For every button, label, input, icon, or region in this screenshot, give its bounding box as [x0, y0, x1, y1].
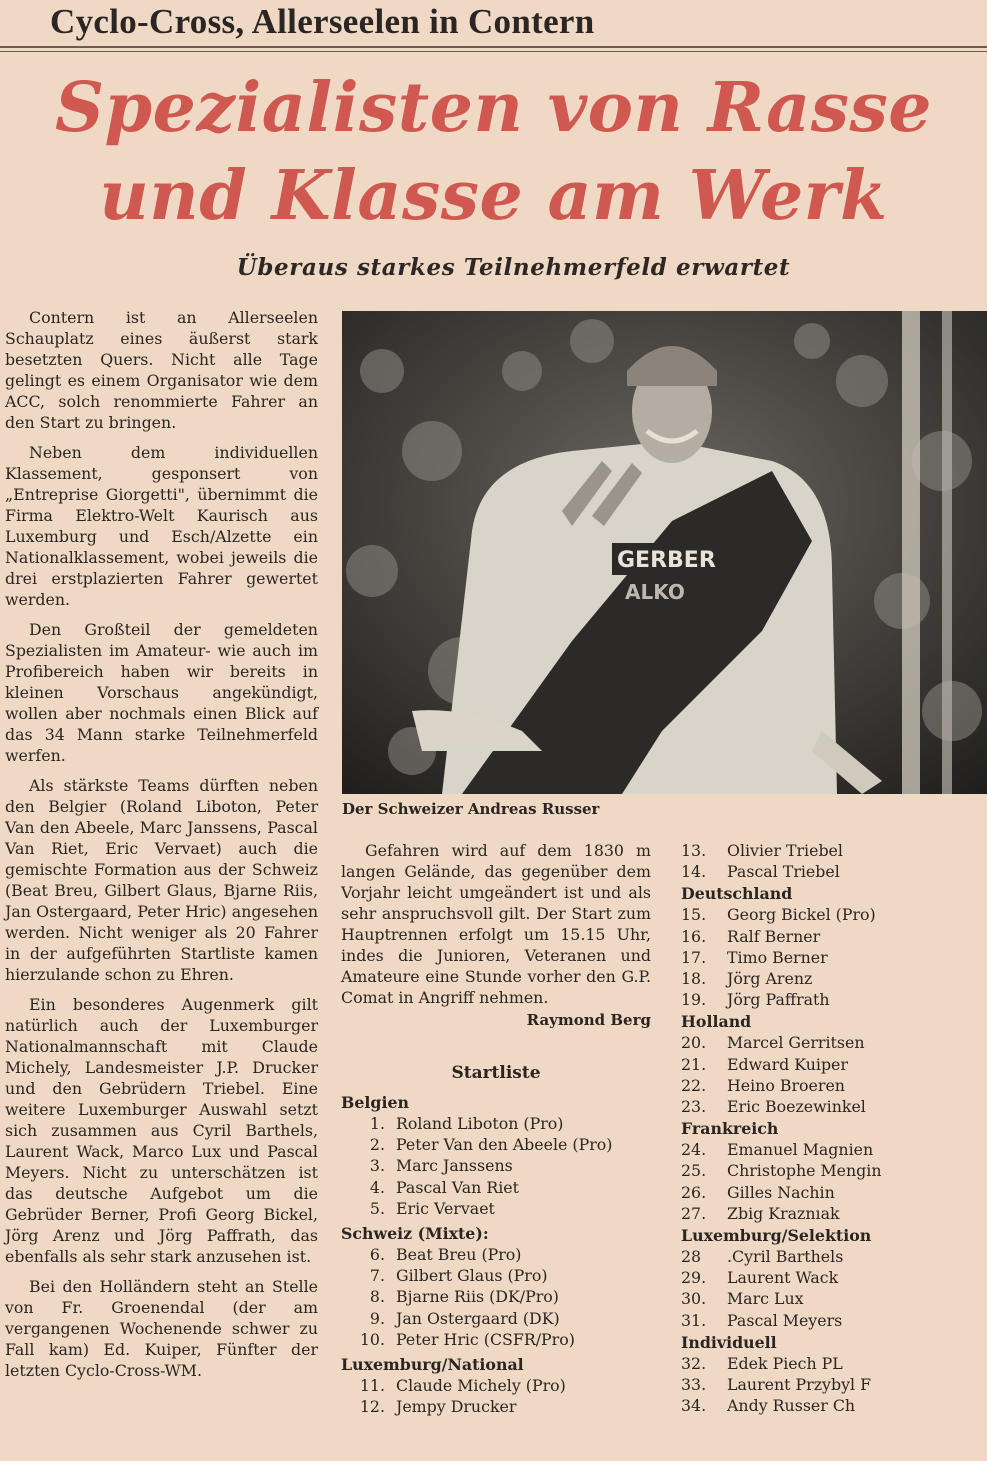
- body-paragraph: Ein besonderes Augenmerk gilt natürlich auch der Luxemburger Nationalmannschaft mit Claude Michely, Landesmeister J.P. Drucker und den Gebrüdern Triebel. Eine weitere Luxemburger Auswahl setzt sich zusammen aus Cyril Barthels, Laurent Wack, Marco Lux und Pascal Meyers. Nicht zu unterschätzen ist das deutsche Aufgebot um die Gebrüder Berner, Profi Georg Bickel, Jörg Arenz und Jörg Paffrath, das ebenfalls als sehr stark anzusehen ist.: [5, 995, 318, 1266]
- rider-photo-illustration: [342, 311, 987, 794]
- startliste-entry: [681, 1032, 981, 1053]
- entry-number: 25.: [681, 1161, 707, 1181]
- startliste-entry: [681, 1353, 981, 1374]
- startliste-entry: [681, 840, 981, 861]
- startliste-group-title: Deutschland: [681, 884, 793, 904]
- startliste-group-title: Schweiz (Mixte):: [341, 1224, 489, 1244]
- startliste-entry: [341, 1134, 651, 1155]
- startliste-entry: [341, 1155, 651, 1176]
- startliste-entry: [681, 1246, 981, 1267]
- entry-name: Jörg Arenz: [727, 969, 813, 989]
- startliste-entry: [681, 1310, 981, 1331]
- kicker-rule: [0, 46, 987, 48]
- entry-number: 1.: [369, 1114, 385, 1133]
- startliste-entry: [681, 989, 981, 1010]
- body-paragraph: Den Großteil der gemeldeten Spezialisten im Amateur- wie auch im Profibereich haben wir bereits in kleinen Vorschaus angekündigt, wollen aber nochmals einen Blick auf das 34 Mann starke Teilnehmerfeld werfen.: [5, 620, 318, 765]
- entry-name: Olivier Triebel: [727, 841, 843, 860]
- rider-photo: [342, 311, 987, 794]
- startliste-group-title: Belgien: [341, 1093, 409, 1112]
- entry-number: 28: [681, 1247, 702, 1267]
- startliste-entry: [341, 1244, 651, 1265]
- entry-name: Georg Bickel (Pro): [727, 905, 876, 925]
- entry-number: 6.: [369, 1245, 385, 1265]
- photo-caption: Der Schweizer Andreas Russer: [342, 800, 600, 818]
- startliste-col2: [341, 1092, 651, 1417]
- entry-name: Edek Piech PL: [727, 1353, 843, 1373]
- startliste-entry: [681, 1054, 981, 1075]
- entry-name: Peter Hric (CSFR/Pro): [396, 1329, 575, 1349]
- startliste-group-title: Luxemburg/Selektion: [681, 1226, 872, 1246]
- article-body-column: [5, 307, 318, 1390]
- startliste-entry: [341, 1329, 651, 1350]
- entry-number: 23.: [681, 1097, 707, 1117]
- entry-name: Jan Ostergaard (DK): [396, 1308, 560, 1328]
- entry-name: Roland Liboton (Pro): [396, 1114, 564, 1133]
- entry-name: Emanuel Magnien: [727, 1140, 874, 1160]
- entry-number: 33.: [681, 1375, 707, 1395]
- startliste-entry: [341, 1177, 651, 1198]
- body-paragraph: Als stärkste Teams dürften neben den Belgier (Roland Liboton, Peter Van den Abeele, Marc Janssens, Pascal Van Riet, Eric Vervaet) auch die gemischte Formation aus der Schweiz (Beat Breu, Gilbert Glaus, Bjarne Riis, Jan Ostergaard, Peter Hric) angesehen werden. Nicht weniger als 20 Fahrer in der aufgeführten Startliste kamen hierzulande schon zu Ehren.: [5, 776, 318, 984]
- entry-number: 15.: [681, 905, 707, 925]
- entry-name: Edward Kuiper: [727, 1054, 848, 1074]
- startliste-entry: [681, 968, 981, 989]
- entry-number: 5.: [369, 1198, 385, 1218]
- subheadline: Überaus starkes Teilnehmerfeld erwartet: [236, 254, 791, 281]
- entry-name: Laurent Przybyl F: [727, 1375, 872, 1395]
- startliste-col3-groups: [681, 883, 981, 1416]
- entry-name: Bjarne Riis (DK/Pro): [396, 1287, 559, 1307]
- entry-number: 30.: [681, 1289, 707, 1309]
- entry-number: 9.: [369, 1308, 385, 1328]
- startliste-group-title: Holland: [681, 1012, 752, 1032]
- entry-number: 4.: [369, 1177, 385, 1197]
- entry-name: Gilles Nachin: [727, 1182, 835, 1202]
- entry-name: Pascal Van Riet: [396, 1177, 519, 1197]
- entry-number: 2.: [369, 1135, 385, 1155]
- body-paragraph-col2: Gefahren wird auf dem 1830 m langen Gelände, das gegenüber dem Vorjahr leicht umgeändert ist und als sehr anspruchsvoll gilt. Der Start zum Hauptrennen erfolgt um 15.15 Uhr, indes die Junioren, Veteranen und Amateure eine Stunde vorher den G.P. Comat in Angriff nehmen.: [341, 841, 651, 1007]
- entry-number: 17.: [681, 947, 707, 967]
- entry-number: 34.: [681, 1396, 707, 1416]
- entry-name: Beat Breu (Pro): [396, 1245, 522, 1265]
- entry-number: 3.: [369, 1156, 385, 1176]
- startliste-entry: [681, 926, 981, 947]
- startliste-title: Startliste: [451, 1063, 541, 1083]
- entry-name: Marcel Gerritsen: [727, 1033, 865, 1053]
- entry-name: Zbig Kraznıak: [727, 1203, 840, 1223]
- startliste-entry: [681, 1395, 981, 1416]
- entry-number: 22.: [681, 1075, 707, 1095]
- entry-name: Claude Michely (Pro): [396, 1376, 566, 1396]
- entry-number: 10.: [359, 1329, 385, 1349]
- entry-number: 11.: [359, 1376, 385, 1396]
- entry-number: 31.: [681, 1310, 707, 1330]
- entry-number: 20.: [681, 1033, 707, 1053]
- entry-name: Christophe Mengin: [727, 1161, 882, 1181]
- entry-number: 14.: [681, 862, 707, 882]
- entry-number: 29.: [681, 1268, 707, 1288]
- startliste-entry: [681, 1288, 981, 1309]
- entry-name: Pascal Triebel: [727, 862, 840, 882]
- startliste-entry: [341, 1198, 651, 1219]
- jersey-text-alko: ALKO: [625, 580, 685, 604]
- entry-number: 19.: [681, 990, 707, 1010]
- startliste-entry: [681, 1374, 981, 1395]
- entry-name: Marc Lux: [727, 1289, 804, 1309]
- entry-number: 18.: [681, 969, 707, 989]
- entry-name: Ralf Berner: [727, 926, 821, 946]
- entry-name: Eric Boezewinkel: [727, 1097, 866, 1117]
- startliste-entry: [681, 1160, 981, 1181]
- startliste-entry: [341, 1375, 651, 1396]
- startliste-entry: [681, 1203, 981, 1224]
- article-column-2: [341, 840, 651, 1417]
- kicker-rule-thin: [0, 51, 987, 52]
- startliste-group-title: Individuell: [681, 1332, 777, 1352]
- startliste-entry: [681, 1182, 981, 1203]
- entry-number: 12.: [359, 1397, 385, 1417]
- startliste-entry: [681, 1075, 981, 1096]
- entry-number: 16.: [681, 926, 707, 946]
- entry-number: 24.: [681, 1140, 707, 1160]
- entry-number: 27.: [681, 1203, 707, 1223]
- body-paragraph: Neben dem individuellen Klassement, gesponsert von „Entreprise Giorgetti", übernimmt die Firma Elektro-Welt Kaurisch aus Luxemburg und Esch/Alzette ein Nationalklassement, wobei jeweils die drei erstplazierten Fahrer gewertet werden.: [5, 443, 318, 609]
- body-paragraph: Bei den Holländern steht an Stelle von Fr. Groenendal (der am vergangenen Wochenende schwer zu Fall kam) Ed. Kuiper, Fünfter der letzten Cyclo-Cross-WM.: [5, 1277, 318, 1380]
- startliste-entry: [681, 861, 981, 882]
- startliste-entry: [341, 1265, 651, 1286]
- entry-name: Peter Van den Abeele (Pro): [396, 1135, 613, 1155]
- entry-number: 7.: [369, 1266, 385, 1286]
- entry-name: Gilbert Glaus (Pro): [396, 1266, 548, 1286]
- startliste-entry: [341, 1308, 651, 1329]
- startliste-entry: [681, 947, 981, 968]
- entry-number: 26.: [681, 1182, 707, 1202]
- entry-name: Laurent Wack: [727, 1268, 839, 1288]
- headline-line-1: Spezialisten von Rasse: [54, 68, 933, 148]
- entry-name: Marc Janssens: [396, 1156, 513, 1176]
- startliste-entry: [681, 1139, 981, 1160]
- kicker-title: Cyclo-Cross, Allerseelen in Contern: [50, 2, 595, 41]
- entry-number: 32.: [681, 1353, 707, 1373]
- entry-name: .Cyril Barthels: [727, 1247, 844, 1267]
- headline-line-2: und Klasse am Werk: [99, 156, 888, 236]
- entry-name: Eric Vervaet: [396, 1198, 495, 1218]
- jersey-text-gerber: GERBER: [617, 548, 716, 573]
- startliste-entry: [681, 1096, 981, 1117]
- startliste-group-title: Luxemburg/National: [341, 1355, 524, 1375]
- entry-name: Pascal Meyers: [727, 1310, 843, 1330]
- startliste-entry: [341, 1396, 651, 1417]
- entry-name: Andy Russer Ch: [727, 1396, 856, 1416]
- entry-name: Timo Berner: [727, 947, 828, 967]
- startliste-entry: [341, 1113, 651, 1134]
- startliste-entry: [681, 904, 981, 925]
- entry-number: 13.: [681, 841, 707, 860]
- entry-name: Jörg Paffrath: [727, 990, 830, 1010]
- startliste-lead: [681, 840, 981, 882]
- entry-number: 8.: [369, 1287, 385, 1307]
- startliste-entry: [681, 1267, 981, 1288]
- entry-number: 21.: [681, 1054, 707, 1074]
- body-paragraph: Contern ist an Allerseelen Schauplatz eines äußerst stark besetzten Quers. Nicht alle Tage gelingt es einem Organisator wie dem ACC, solch renommierte Fahrer an den Start zu bringen.: [5, 308, 318, 432]
- startliste-group-title: Frankreich: [681, 1119, 779, 1139]
- startliste-entry: [341, 1286, 651, 1307]
- byline: Raymond Berg: [526, 1011, 651, 1029]
- entry-name: Jempy Drucker: [396, 1397, 517, 1417]
- startliste-col3: [681, 840, 981, 1416]
- entry-name: Heino Broeren: [727, 1075, 845, 1095]
